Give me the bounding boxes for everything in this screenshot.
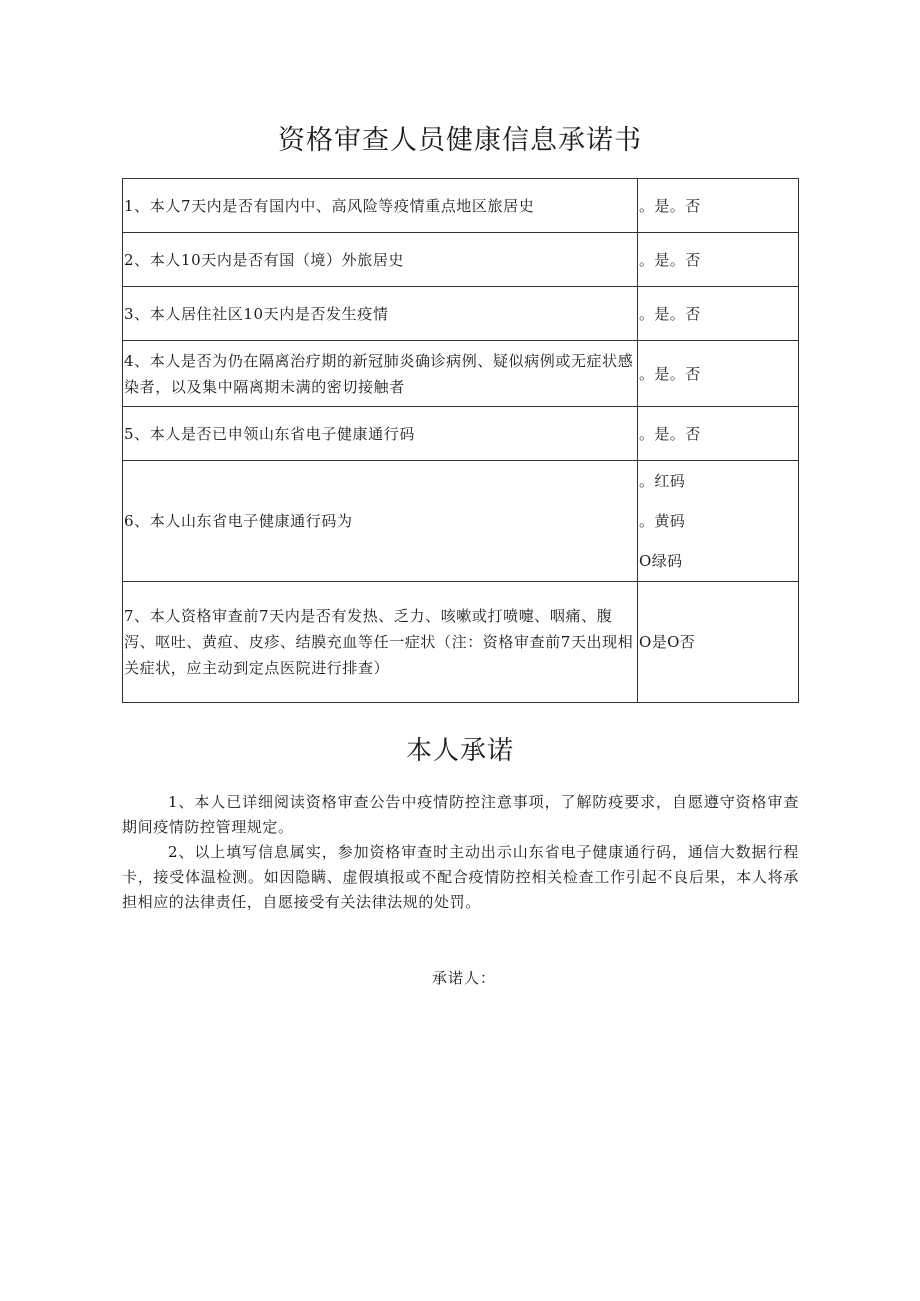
table-row xyxy=(123,233,799,287)
question-2: 2、本人10天内是否有国（境）外旅居史 xyxy=(123,233,638,287)
question-1: 1、本人7天内是否有国内中、高风险等疫情重点地区旅居史 xyxy=(123,179,638,233)
answer-3-yes-no[interactable]: 。是。否 xyxy=(638,287,799,341)
question-4: 4、本人是否为仍在隔离治疗期的新冠肺炎确诊病例、疑似病例或无症状感染者，以及集中隔离期未满的密切接触者 xyxy=(123,341,638,407)
pledge-paragraph-1: 1、本人已详细阅读资格审查公告中疫情防控注意事项，了解防疫要求，自愿遵守资格审查期间疫情防控管理规定。 xyxy=(122,793,799,836)
option-red-code[interactable]: 。红码 xyxy=(639,472,686,490)
option-green-code[interactable]: O绿码 xyxy=(639,552,683,570)
document-title: 资格审查人员健康信息承诺书 xyxy=(278,125,642,156)
answer-5-yes-no[interactable]: 。是。否 xyxy=(638,407,799,461)
question-7: 7、本人资格审查前7天内是否有发热、乏力、咳嗽或打喷嚏、咽痛、腹泻、呕吐、黄疸、皮疹、结膜充血等任一症状（注：资格审查前7天出现相关症状，应主动到定点医院进行排查） xyxy=(123,582,638,703)
question-6: 6、本人山东省电子健康通行码为 xyxy=(123,461,638,582)
answer-2-yes-no[interactable]: 。是。否 xyxy=(638,233,799,287)
signer-label: 承诺人： xyxy=(432,969,497,987)
table-row xyxy=(123,407,799,461)
health-info-table xyxy=(122,178,799,703)
pledge-heading: 本人承诺 xyxy=(405,736,514,766)
question-5: 5、本人是否已申领山东省电子健康通行码 xyxy=(123,407,638,461)
table-row xyxy=(123,461,799,582)
pledge-paragraph-2: 2、以上填写信息属实，参加资格审查时主动出示山东省电子健康通行码，通信大数据行程卡，接受体温检测。如因隐瞒、虚假填报或不配合疫情防控相关检查工作引起不良后果，本人将承担相应的法律责任，自愿接受有关法律法规的处罚。 xyxy=(122,843,799,911)
answer-1-yes-no[interactable]: 。是。否 xyxy=(638,179,799,233)
answer-7-yes-no[interactable]: O是O否 xyxy=(638,582,799,703)
answer-6-code-color xyxy=(638,461,799,582)
table-row xyxy=(123,341,799,407)
table-row xyxy=(123,287,799,341)
table-row xyxy=(123,582,799,703)
table-row xyxy=(123,179,799,233)
answer-4-yes-no[interactable]: 。是。否 xyxy=(638,341,799,407)
question-3: 3、本人居住社区10天内是否发生疫情 xyxy=(123,287,638,341)
option-yellow-code[interactable]: 。黄码 xyxy=(639,512,686,530)
